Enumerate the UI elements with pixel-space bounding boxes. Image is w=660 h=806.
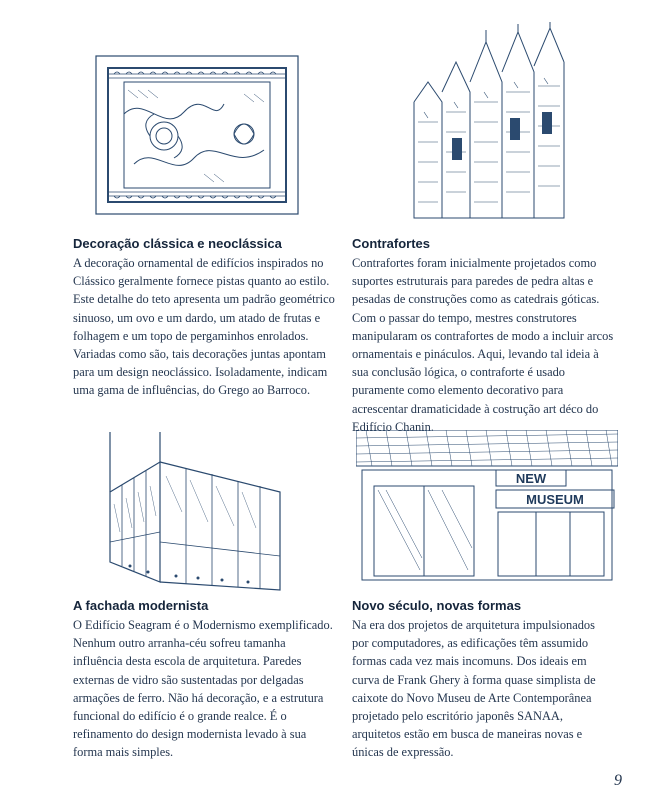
section-new-century <box>352 598 614 762</box>
glass-facade-illustration <box>100 432 290 592</box>
ceiling-ornament-illustration <box>94 54 300 216</box>
section-classical-decoration <box>73 236 338 400</box>
section-text: A decoração ornamental de edifícios inspirados no Clássico geralmente fornece pistas quanto ao estilo. Este detalhe do teto apresenta um padrão geométrico sinuoso, um ovo e um dardo, um atado de frutas e folhagem e um topo de pergaminhos enrolados. Variadas como são, tais decorações juntas apontam para um design neoclássico. Isoladamente, indicam uma gama de influências, do Grego ao Barroco. <box>73 256 335 398</box>
section-buttresses <box>352 236 614 436</box>
section-title: Contrafortes <box>352 236 431 251</box>
sign-new: NEW <box>515 471 547 486</box>
section-title: A fachada modernista <box>73 598 209 613</box>
new-museum-illustration <box>356 430 618 584</box>
section-text: Contrafortes foram inicialmente projetados como suportes estruturais para paredes de pedra altas e pesadas de construções como as catedrais góticas. Com o passar do tempo, mestres construtores manipularam os contrafortes de modo a incluir arcos ornamentais e pináculos. Aqui, levando tal ideia à sua conclusão lógica, o contraforte é usado puramente como elemento decorativo para acrescentar dramaticidade à costrução art déco do Edifício Chanin. <box>352 256 614 434</box>
section-title: Decoração clássica e neoclássica <box>73 236 282 251</box>
buttresses-illustration <box>394 22 584 220</box>
section-title: Novo século, novas formas <box>352 598 522 613</box>
sign-museum: MUSEUM <box>526 492 584 507</box>
page-number: 9 <box>614 772 622 789</box>
section-text: Na era dos projetos de arquitetura impulsionados por computadores, as edificações têm assumido formas cada vez mais incomuns. Dos ideais em curva de Frank Ghery à forma quase simplista de caixote do Novo Museu de Arte Contemporânea projetado pelo escritório japonês SANAA, arquitetos estão em busca de maneiras novas e únicas de expressão. <box>352 618 596 760</box>
section-modernist-facade <box>73 598 338 762</box>
section-text: O Edifício Seagram é o Modernismo exemplificado. Nenhum outro arranha-céu sofreu tamanha influência desta escola de arquitetura. Paredes externas de vidro são sustentadas por delgadas armações de ferro. Não há decoração, e a estrutura funcional do edifício é o grande realce. É o refinamento do design modernista levado à sua forma mais simples. <box>73 618 333 760</box>
